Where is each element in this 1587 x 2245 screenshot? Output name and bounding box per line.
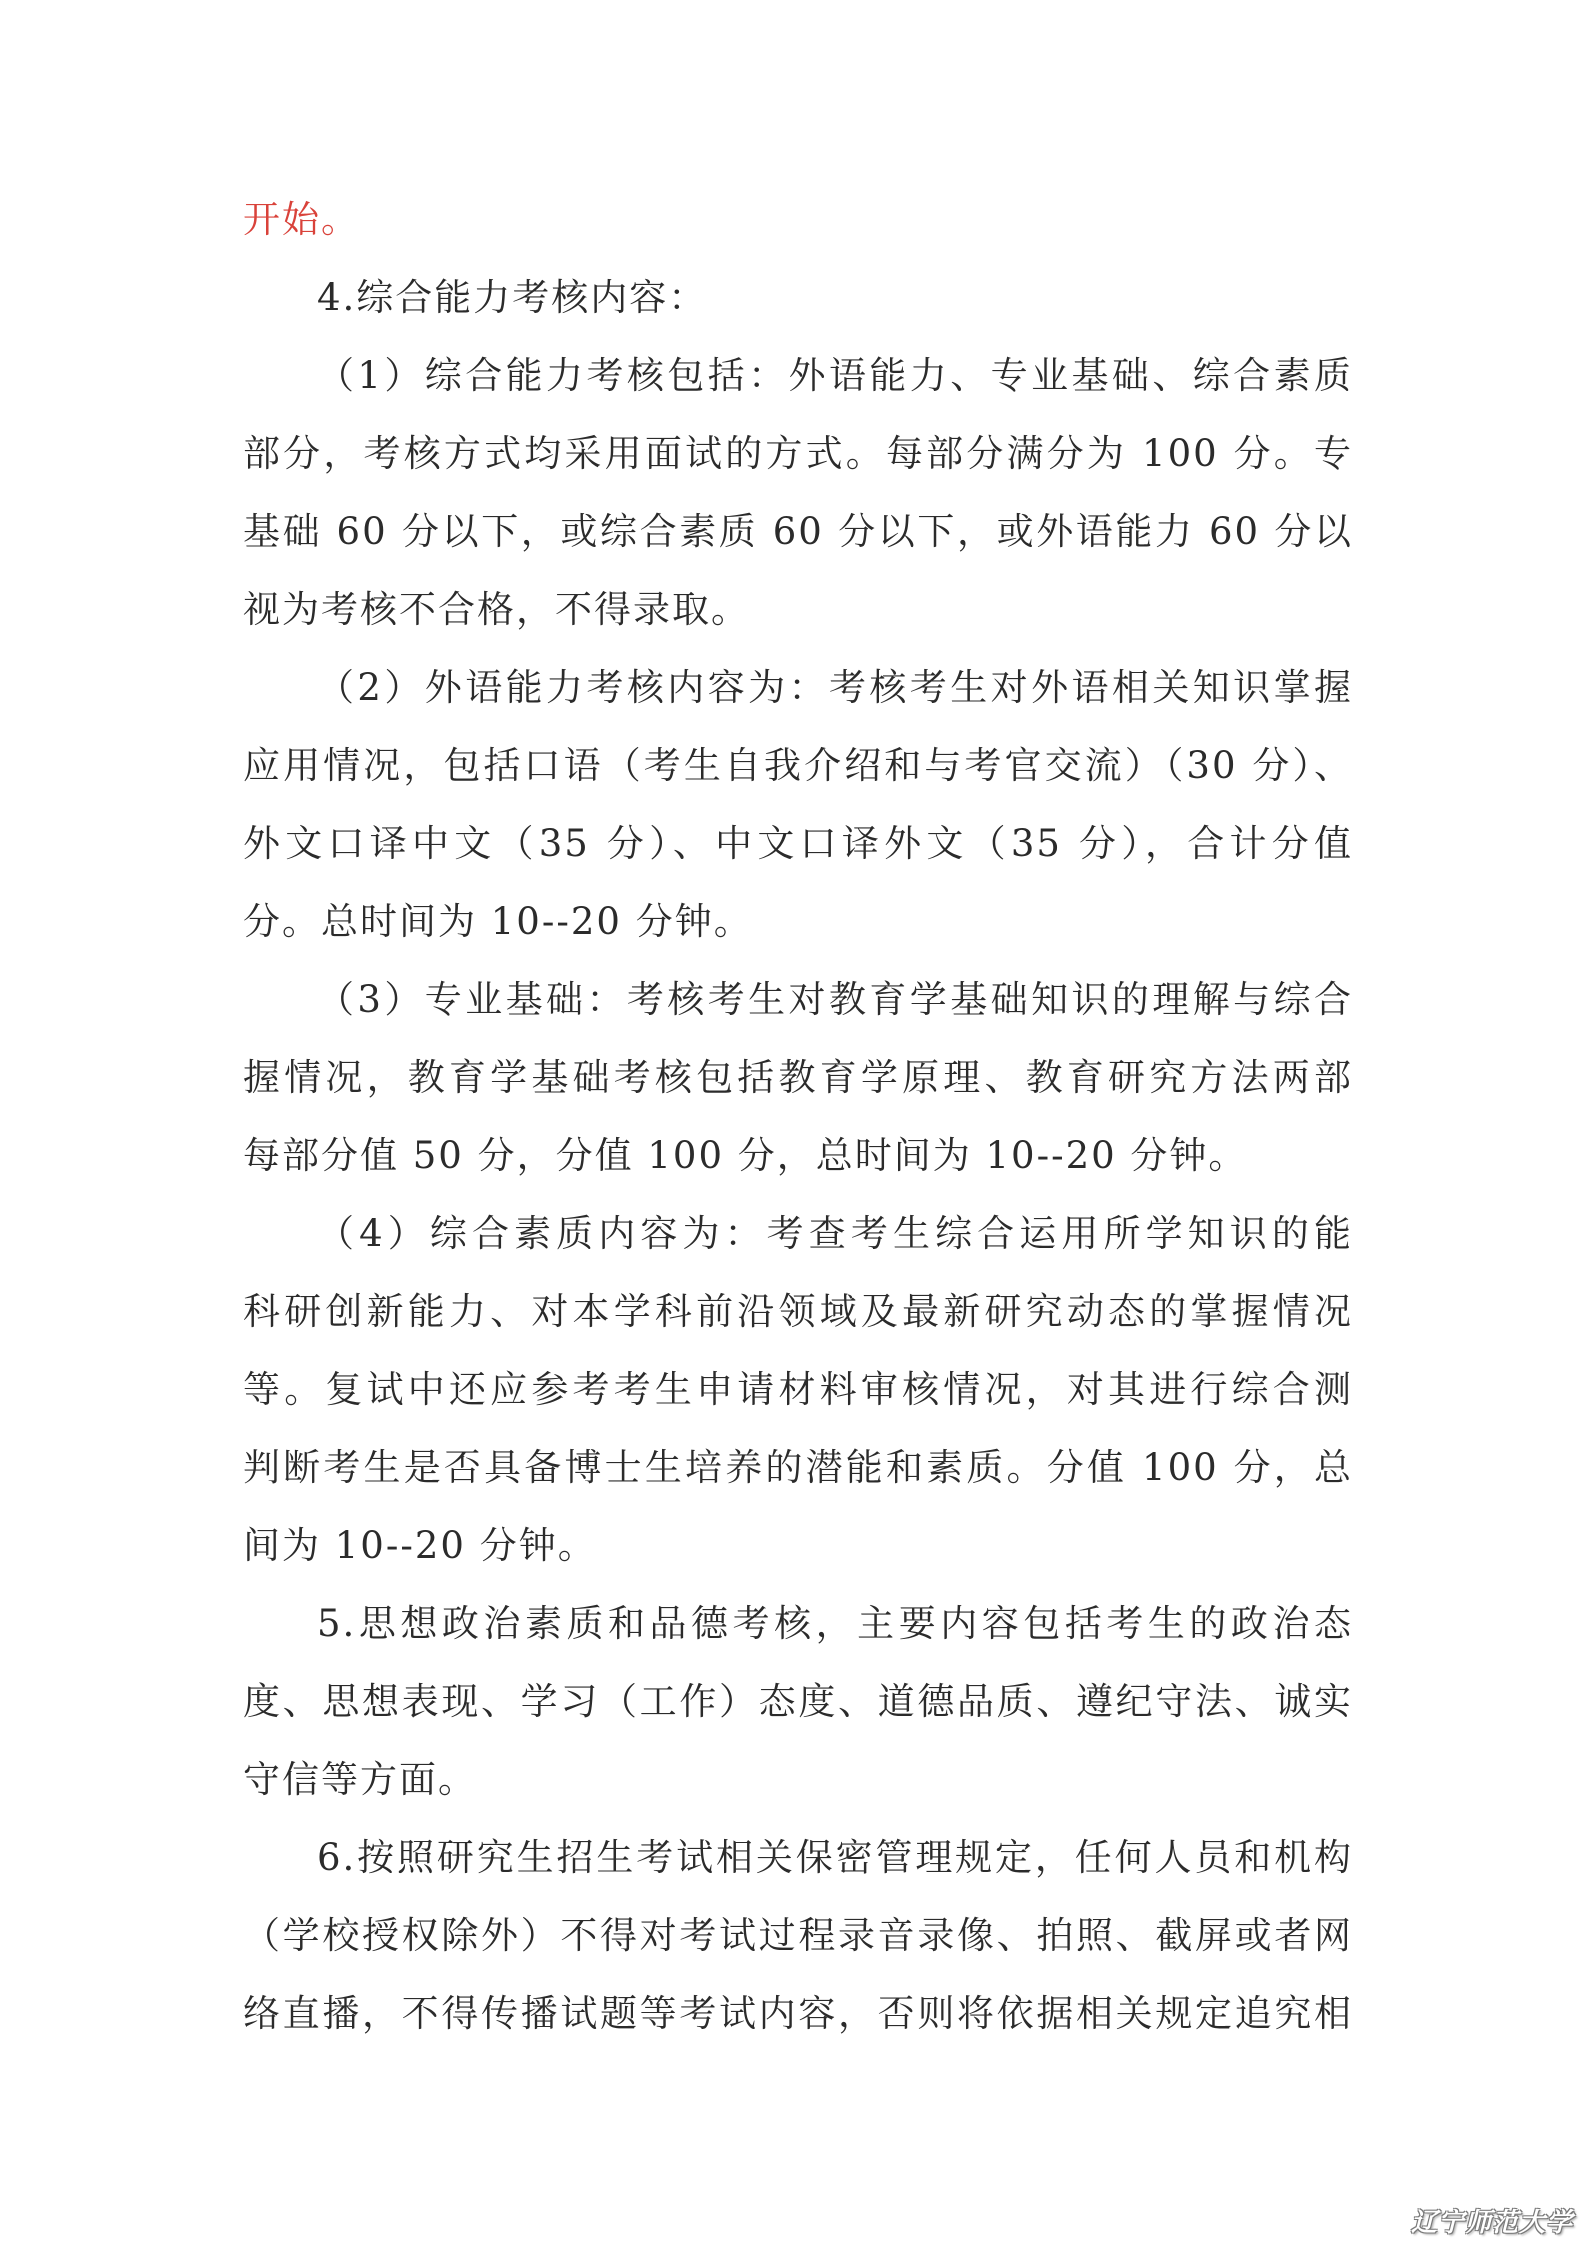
text-line: （学校授权除外）不得对考试过程录音录像、拍照、截屏或者网: [243, 1914, 1353, 1957]
text-line: 分。总时间为 10--20 分钟。: [243, 900, 753, 943]
text-line: 度、思想表现、学习（工作）态度、道德品质、遵纪守法、诚实: [243, 1680, 1353, 1723]
text-line: 守信等方面。: [243, 1758, 477, 1801]
text-line: 每部分值 50 分，分值 100 分，总时间为 10--20 分钟。: [243, 1134, 1248, 1177]
text-line: 视为考核不合格，不得录取。: [243, 588, 750, 631]
text-line: （3）专业基础：考核考生对教育学基础知识的理解与综合: [317, 978, 1353, 1021]
document-body: [243, 181, 1353, 2053]
text-line: 科研创新能力、对本学科前沿领域及最新研究动态的掌握情况: [243, 1290, 1353, 1333]
text-line: 外文口译中文（35 分）、中文口译外文（35 分），合计分值: [243, 822, 1353, 865]
text-line: 等。复试中还应参考考生申请材料审核情况，对其进行综合测: [243, 1368, 1353, 1411]
section-heading-5: 5.思想政治素质和品德考核，主要内容包括考生的政治态: [317, 1602, 1353, 1645]
text-line: （1）综合能力考核包括：外语能力、专业基础、综合素质: [317, 354, 1353, 397]
text-line: 判断考生是否具备博士生培养的潜能和素质。分值 100 分，总: [243, 1446, 1353, 1489]
section-heading-4: 4.综合能力考核内容：: [317, 276, 708, 319]
text-line-continuation: 开始。: [243, 198, 360, 241]
text-line: （4）综合素质内容为：考查考生综合运用所学知识的能: [317, 1212, 1353, 1255]
text-line: 间为 10--20 分钟。: [243, 1524, 597, 1567]
watermark-logo: 辽宁师范大学: [1410, 2208, 1573, 2238]
text-line: 基础 60 分以下，或综合素质 60 分以下，或外语能力 60 分以: [243, 510, 1353, 553]
text-line: 握情况，教育学基础考核包括教育学原理、教育研究方法两部: [243, 1056, 1353, 1099]
text-line: 部分，考核方式均采用面试的方式。每部分满分为 100 分。专: [243, 432, 1353, 475]
text-line: 应用情况，包括口语（考生自我介绍和与考官交流）（30 分）、: [243, 744, 1353, 787]
text-line: 络直播，不得传播试题等考试内容，否则将依据相关规定追究相: [243, 1992, 1353, 2035]
section-heading-6: 6.按照研究生招生考试相关保密管理规定，任何人员和机构: [317, 1836, 1353, 1879]
text-line: （2）外语能力考核内容为：考核考生对外语相关知识掌握: [317, 666, 1353, 709]
